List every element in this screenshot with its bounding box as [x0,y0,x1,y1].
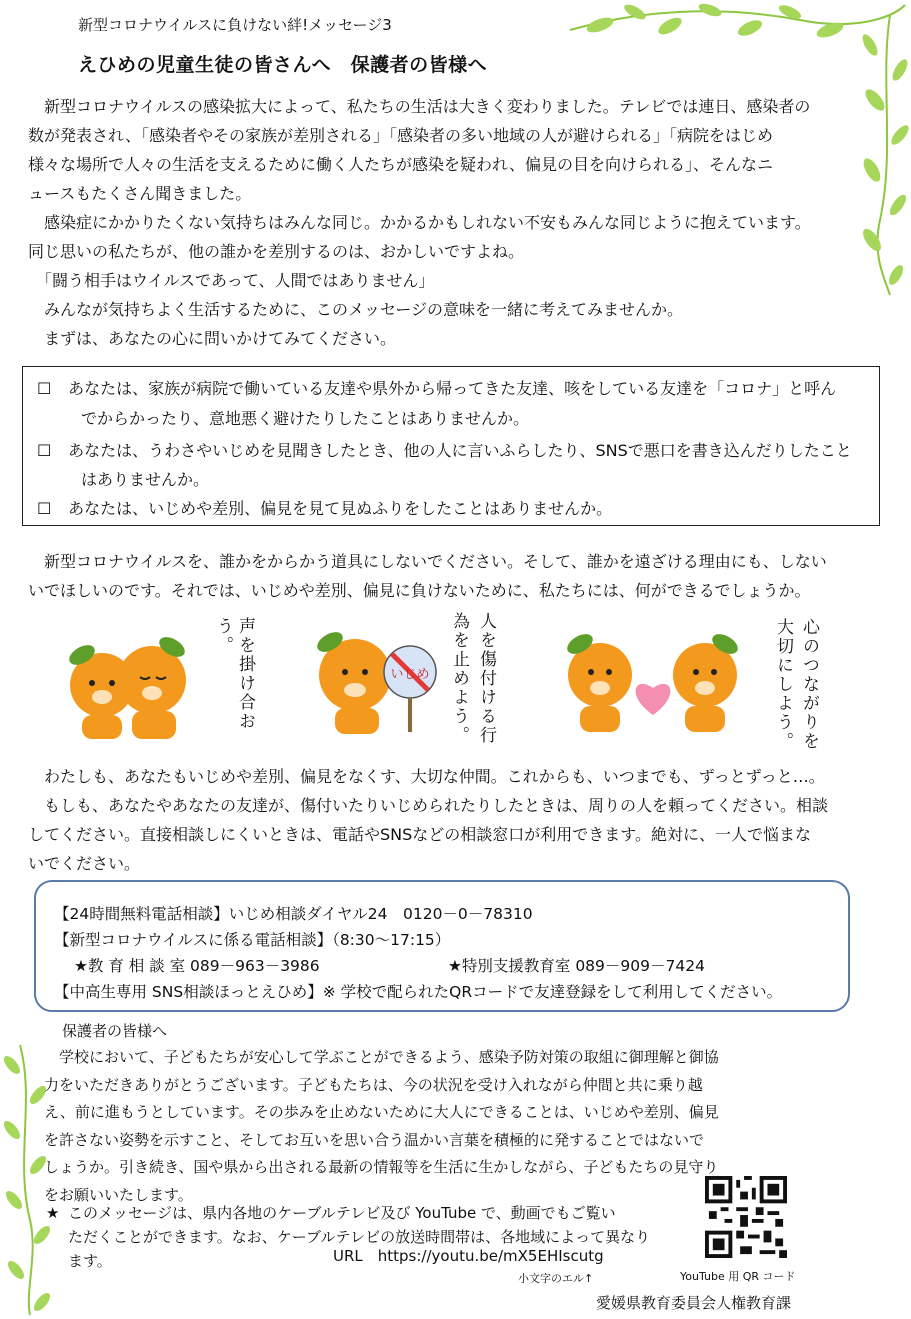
message-subtitle: 新型コロナウイルスに負けない絆!メッセージ3 [78,16,392,34]
check-item [37,437,852,465]
intro-line: 様々な場所で人々の生活を支えるために働く人たちが感染を疑われ、偏見の目を向けられる」、そんなニ [28,155,773,174]
sign-text: いじめ [390,667,430,682]
guardian-line: え、前に進もうとしています。その歩みを止めないために大人にできることは、いじめや差別、偏見 [44,1103,719,1121]
checkbox-icon[interactable]: ☐ [37,379,52,398]
note-line: ただくことができます。なお、ケーブルテレビの放送時間帯は、各地域によって異なり [68,1228,651,1246]
caption-stop-hurting-1: 人を傷付ける行 [476,612,496,745]
closing-line: もしも、あなたやあなたの友達が、傷付いたりいじめられたりしたときは、周りの人を頼ってください。相談 [28,796,829,815]
star-icon: ★ [46,1204,60,1222]
intro-line: まずは、あなたの心に問いかけてみてください。 [28,329,397,348]
covid-phone-line: 【新型コロナウイルスに係る電話相談】（8:30～17:15） [54,931,451,949]
check-item [37,375,836,403]
guardian-line: をお願いいたします。 [44,1185,193,1204]
publisher-footer: 愛媛県教育委員会人権教育課 [596,1294,792,1312]
note-line: ます。 [68,1252,112,1270]
middle-line: 新型コロナウイルスを、誰かをからかう道具にしないでください。そして、誰かを遠ざける理由にも、しない [28,552,827,571]
phone-line-24h: 【24時間無料電話相談】いじめ相談ダイヤル24 0120－0－78310 [54,905,533,923]
lowercase-l-hint: 小文字のエル↑ [518,1272,594,1285]
check-item-text: でからかったり、意地悪く避けたりしたことはありませんか。 [81,409,530,428]
qr-code-label: YouTube 用 QR コード [680,1270,796,1283]
caption-connection-1: 心のつながりを [799,618,819,751]
mascot-pair-hugging-illustration [52,625,202,745]
guardian-line: しょうか。引き続き、国や県から出される最新の情報等を生活に生かしながら、子どもたちの見守り [44,1158,719,1176]
caption-stop-hurting-2: 為を止めよう。 [449,612,469,745]
intro-line: 数が発表され、「感染者やその家族が差別される」「感染者の多い地域の人が避けられる」「病院をはじめ [28,126,773,145]
closing-paragraph [28,762,858,878]
special-support-phone: ★特別支援教育室 089－909－7424 [448,957,705,975]
self-check-box [22,366,880,526]
closing-line: わたしも、あなたもいじめや差別、偏見をなくす、大切な仲間。これからも、いつまでも、ずっとずっと…。 [28,767,825,786]
intro-line: 「闘う相手はウイルスであって、人間ではありません」 [28,271,435,290]
closing-line: いでください。 [28,854,141,873]
intro-line: 感染症にかかりたくない気持ちはみんな同じ。かかるかもしれない不安もみんな同じように抱えています。 [28,213,811,232]
middle-line: いでほしいのです。それでは、いじめや差別、偏見に負けないために、私たちには、何ができるでしょうか。 [28,581,811,600]
guardian-heading: 保護者の皆様へ [62,1022,168,1040]
note-line: このメッセージは、県内各地のケーブルテレビ及び YouTube で、動画でもご覧い [68,1204,616,1222]
check-item [37,495,612,523]
intro-line: みんなが気持ちよく生活するために、このメッセージの意味を一緒に考えてみませんか。 [28,300,684,319]
check-item-text: あなたは、うわさやいじめを見聞きしたとき、他の人に言いふらしたり、SNSで悪口を書き込んだりしたこと [68,441,852,460]
intro-paragraph [28,92,858,353]
education-counsel-phone: ★教 育 相 談 室 089－963－3986 [74,957,320,975]
check-item-text: あなたは、家族が病院で働いている友達や県外から帰ってきた友達、咳をしている友達を「コロナ」と呼ん [68,379,837,398]
youtube-qr-code[interactable] [705,1176,787,1258]
caption-call-out: 声を掛け合おう。 [213,617,255,731]
check-item-text: あなたは、いじめや差別、偏見を見て見ぬふりをしたことはありませんか。 [68,499,613,518]
intro-line: ュースもたくさん聞きました。 [28,184,252,203]
intro-line: 同じ思いの私たちが、他の誰かを差別するのは、おかしいですよね。 [28,242,525,261]
guardian-line: 学校において、子どもたちが安心して学ぶことができるよう、感染予防対策の取組に御理解と御協 [44,1048,719,1066]
guardian-line: を許さない姿勢を示すこと、そしてお互いを思い合う温かい言葉を積極的に発することではないで [44,1130,705,1149]
check-item-text: はありませんか。 [81,470,210,489]
middle-paragraph [28,547,858,605]
caption-connection-2: 大切にしよう。 [773,618,793,751]
consultation-contact-box [34,880,850,1012]
closing-line: してください。直接相談しにくいときは、電話やSNSなどの相談窓口が利用できます。絶対に、一人で悩まな [28,825,812,844]
checkbox-icon[interactable]: ☐ [37,499,52,518]
youtube-url-link[interactable]: URL https://youtu.be/mX5EHIscutg [333,1247,604,1265]
sns-consult-line: 【中高生専用 SNS相談ほっとえひめ】※ 学校で配られたQRコードで友達登録をして利用してください。 [54,983,783,1001]
mascot-heart-illustration [555,620,755,740]
guardian-line: 力をいただきありがとうございます。子どもたちは、今の状況を受け入れながら仲間と共に乗り越 [44,1075,703,1094]
mascot-no-bullying-sign-illustration [300,620,450,740]
page-title: えひめの児童生徒の皆さんへ 保護者の皆様へ [78,54,488,76]
intro-line: 新型コロナウイルスの感染拡大によって、私たちの生活は大きく変わりました。テレビでは連日、感染者の [28,97,811,116]
checkbox-icon[interactable]: ☐ [37,441,52,460]
